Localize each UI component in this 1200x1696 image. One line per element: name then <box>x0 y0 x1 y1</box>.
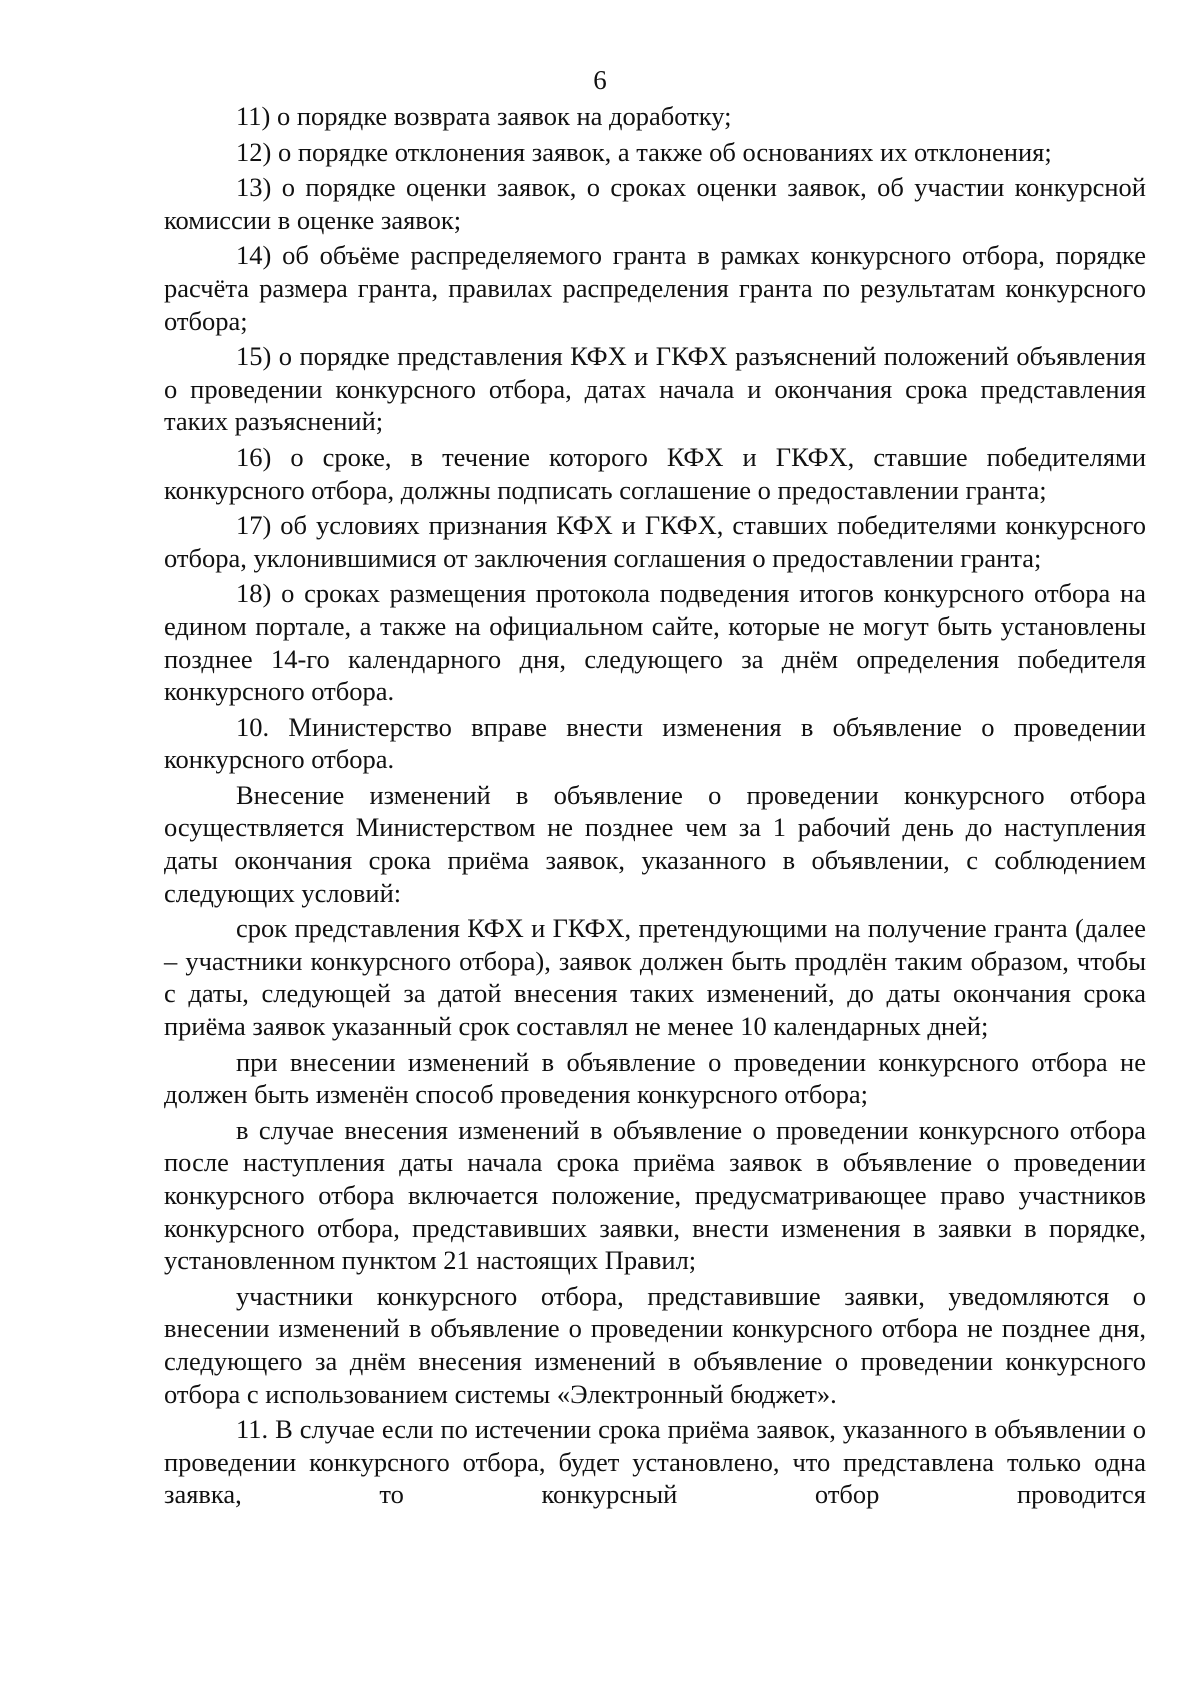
document-body <box>164 100 1146 1514</box>
list-item-17: 17) об условиях признания КФХ и ГКФХ, ставших победителями конкурсного отбора, уклонившимися от заключения соглашения о предоставлении гранта; <box>164 510 1146 573</box>
condition-notification: участники конкурсного отбора, представившие заявки, уведомляются о внесении изменений в объявление о проведении конкурсного отбора не позднее дня, следующего за днём внесения изменений в объявление о проведении конкурсного отбора с использованием системы «Электронный бюджет». <box>164 1280 1146 1409</box>
list-item-12: 12) о порядке отклонения заявок, а также об основаниях их отклонения; <box>236 136 1052 167</box>
list-item-16: 16) о сроке, в течение которого КФХ и ГКФХ, ставшие победителями конкурсного отбора, должны подписать соглашение о предоставлении гранта; <box>164 441 1146 505</box>
list-item-15: 15) о порядке представления КФХ и ГКФХ разъяснений положений объявления о проведении конкурсного отбора, датах начала и окончания срока представления таких разъяснений; <box>164 341 1146 437</box>
condition-application-changes: в случае внесения изменений в объявление о проведении конкурсного отбора после наступления даты начала срока приёма заявок в объявление о проведении конкурсного отбора включается положение, предусматривающее право участников конкурсного отбора, представивших заявки, внести изменения в заявки в порядке, установленном пунктом 21 настоящих Правил; <box>164 1114 1146 1276</box>
list-item-13: 13) о порядке оценки заявок, о сроках оценки заявок, об участии конкурсной комиссии в оценке заявок; <box>164 172 1146 235</box>
list-item-11: 11) о порядке возврата заявок на доработку; <box>236 101 732 131</box>
page-number: 6 <box>593 65 607 95</box>
list-item-14: 14) об объёме распределяемого гранта в рамках конкурсного отбора, порядке расчёта размера гранта, правилах распределения гранта по результатам конкурсного отбора; <box>164 240 1146 336</box>
condition-method-unchanged: при внесении изменений в объявление о проведении конкурсного отбора не должен быть изменён способ проведения конкурсного отбора; <box>164 1046 1146 1110</box>
clause-10: 10. Министерство вправе внести изменения в объявление о проведении конкурсного отбора. <box>164 711 1146 775</box>
condition-deadline-extension: срок представления КФХ и ГКФХ, претендующими на получение гранта (далее – участники конкурсного отбора), заявок должен быть продлён таким образом, чтобы с даты, следующей за датой внесения таких изменений, до даты окончания срока приёма заявок указанный срок составлял не менее 10 календарных дней; <box>164 913 1146 1042</box>
list-item-18: 18) о сроках размещения протокола подведения итогов конкурсного отбора на едином портале, а также на официальном сайте, которые не могут быть установлены позднее 14-го календарного дня, следующего за днём определения победителя конкурсного отбора. <box>164 578 1146 707</box>
clause-11: 11. В случае если по истечении срока приёма заявок, указанного в объявлении о проведении конкурсного отбора, будет установлено, что представлена только одна заявка, то конкурсный отбор проводится <box>164 1414 1146 1510</box>
clause-10-amendment-terms: Внесение изменений в объявление о проведении конкурсного отбора осуществляется Министерством не позднее чем за 1 рабочий день до наступления даты окончания срока приёма заявок, указанного в объявлении, с соблюдением следующих условий: <box>164 779 1146 908</box>
